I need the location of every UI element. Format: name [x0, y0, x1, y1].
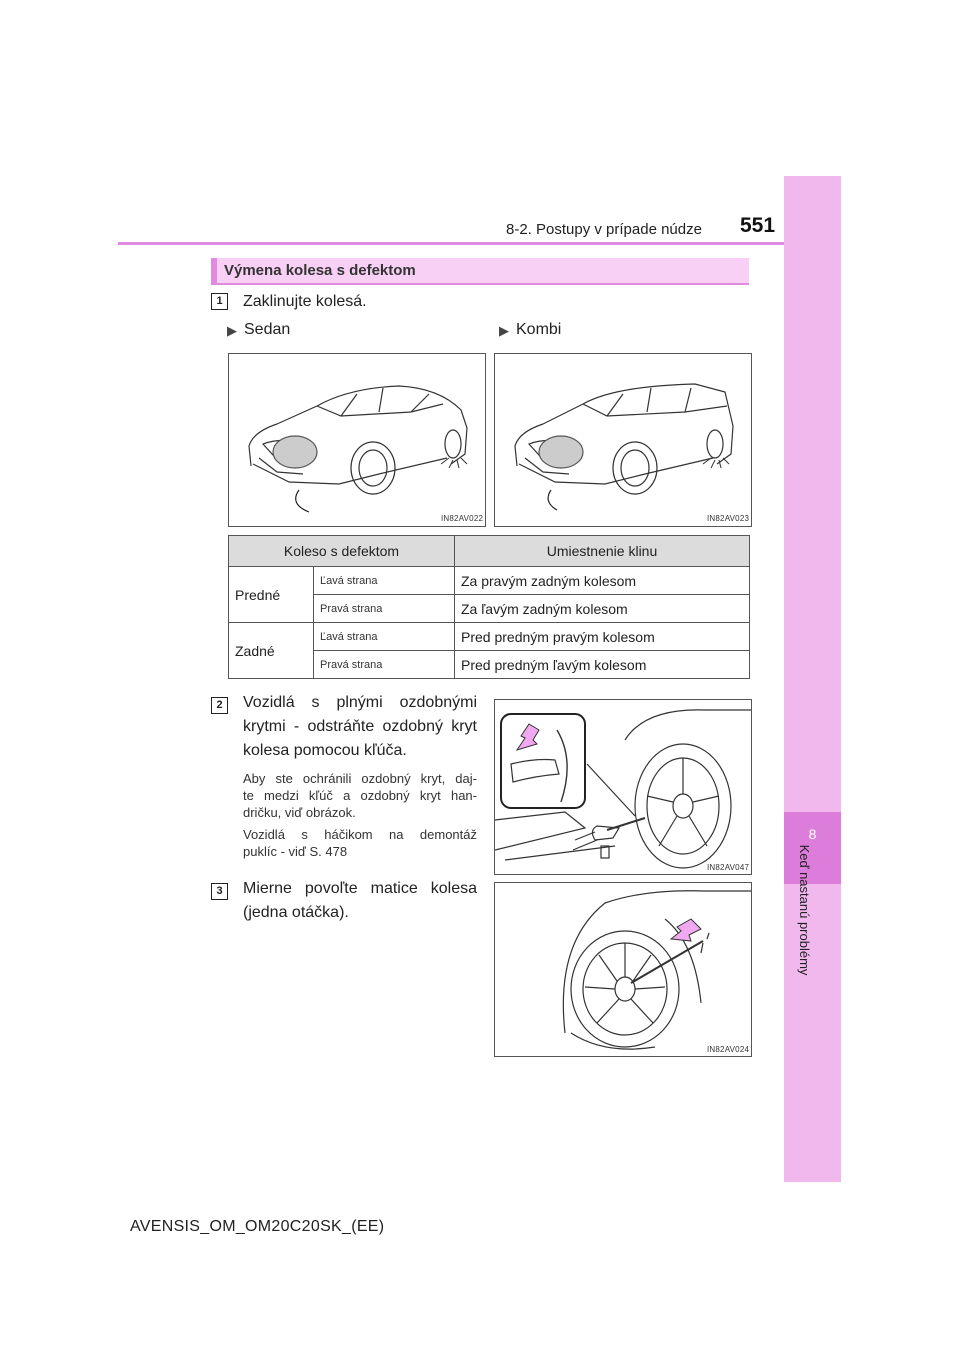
table-header-cell: Koleso s defektom — [229, 536, 455, 567]
table-cell-axle: Predné — [229, 567, 314, 623]
step3-line2: (jedna otáčka). — [243, 904, 349, 921]
bullet-triangle-icon: ▶ — [227, 323, 237, 338]
table-cell-location: Pred predným ľavým kolesom — [455, 651, 750, 679]
variant-sedan-label: Sedan — [244, 321, 291, 338]
section-heading-bar — [211, 258, 217, 283]
step2-note2-line1: Vozidlá s háčikom na demontáž — [243, 827, 477, 842]
side-tab-chapter-number: 8 — [808, 826, 817, 842]
figure-code: IN82AV024 — [707, 1045, 750, 1054]
figure-loosen-nuts — [494, 882, 752, 1057]
section-title: Výmena kolesa s defektom — [224, 262, 416, 279]
header-rule — [118, 242, 784, 245]
step-number-3: 3 — [211, 883, 228, 900]
document-id: AVENSIS_OM_OM20C20SK_(EE) — [130, 1218, 385, 1235]
table-cell-location: Za pravým zadným kolesom — [455, 567, 750, 595]
side-tab-chapter-marker — [784, 812, 841, 884]
running-header: 8-2. Postupy v prípade núdze — [506, 221, 702, 238]
loosen-nuts-illustration — [495, 883, 751, 1056]
figure-code: IN82AV022 — [441, 514, 484, 523]
table-header-cell: Umiestnenie klinu — [455, 536, 750, 567]
step1-text: Zaklinujte kolesá. — [243, 293, 367, 310]
chock-location-table — [228, 535, 750, 679]
step2-note2-line2: puklíc - viď S. 478 — [243, 844, 348, 859]
table-cell-side: Pravá strana — [314, 595, 455, 623]
table-cell-side: Pravá strana — [314, 651, 455, 679]
figure-kombi — [494, 353, 752, 527]
table-header-row — [229, 536, 750, 567]
table-row — [229, 623, 750, 651]
step-number-1: 1 — [211, 293, 228, 310]
table-cell-side: Ľavá strana — [314, 567, 455, 595]
table-cell-axle: Zadné — [229, 623, 314, 679]
step2-note1-line3: dričku, viď obrázok. — [243, 805, 356, 820]
table-row — [229, 567, 750, 595]
step3-line1: Mierne povoľte matice kolesa — [243, 880, 477, 897]
figure-code: IN82AV047 — [707, 863, 750, 872]
table-cell-location: Pred predným pravým kolesom — [455, 623, 750, 651]
kombi-car-illustration — [495, 354, 751, 526]
table-cell-side: Ľavá strana — [314, 623, 455, 651]
step2-note1-line1: Aby ste ochránili ozdobný kryt, daj- — [243, 771, 477, 786]
side-tab-chapter-label: Keď nastanú problémy — [797, 844, 812, 976]
step2-line2: krytmi - odstráňte ozdobný kryt — [243, 718, 477, 735]
figure-code: IN82AV023 — [707, 514, 750, 523]
figure-wheel-cover-removal — [494, 699, 752, 875]
table-cell-location: Za ľavým zadným kolesom — [455, 595, 750, 623]
step2-line3: kolesa pomocou kľúča. — [243, 742, 407, 759]
step-number-2: 2 — [211, 697, 228, 714]
side-tab — [784, 176, 841, 1182]
section-heading-rule — [211, 283, 749, 285]
step2-line1: Vozidlá s plnými ozdobnými — [243, 694, 477, 711]
step2-note1-line2: te medzi kľúč a ozdobný kryt han- — [243, 788, 477, 803]
variant-kombi-label: Kombi — [516, 321, 562, 338]
page-number: 551 — [740, 214, 776, 237]
bullet-triangle-icon: ▶ — [499, 323, 509, 338]
sedan-car-illustration — [229, 354, 485, 526]
figure-sedan — [228, 353, 486, 527]
wheel-cover-removal-illustration — [495, 700, 751, 874]
